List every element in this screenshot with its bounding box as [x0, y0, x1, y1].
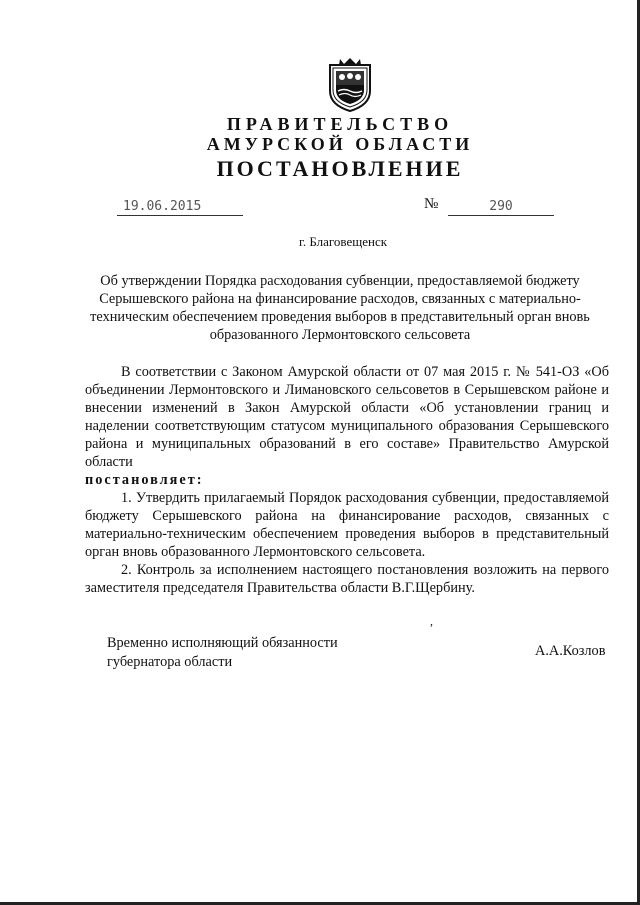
org-name-line2: АМУРСКОЙ ОБЛАСТИ [206, 134, 474, 154]
document-type: ПОСТАНОВЛЕНИЕ [216, 156, 464, 181]
signatory-position-line2: губернатора области [107, 654, 233, 670]
item-1-paragraph: 1. Утвердить прилагаемый Порядок расходования субвенции, предоставляемой бюджету Серышевского района на финансирование расходов, связанных с материально-техническим обеспечением проведения выборов в представительный орган вновь образованного Лермонтовского сельсовета. [85, 490, 609, 560]
document-body [85, 363, 609, 597]
org-name-line1: ПРАВИТЕЛЬСТВО [226, 114, 454, 134]
coat-of-arms-icon [326, 55, 374, 113]
signatory-position-line1: Временно исполняющий обязанности [107, 635, 338, 651]
preamble-paragraph: В соответствии с Законом Амурской области от 07 мая 2015 г. № 541-ОЗ «Об объединении Лермонтовского и Лимановского сельсоветов в Серышевском районе и внесении изменений в Закон Амурской области «Об установлении границ и наделении соответствующим статусом муниципального образования Серышевского района и муниципальных образований в его составе» Правительство Амурской области [85, 364, 609, 470]
document-number: 290 [448, 199, 554, 216]
document-date: 19.06.2015 [117, 199, 243, 216]
signatory-position [107, 634, 338, 672]
city: г. Благовещенск [298, 234, 388, 249]
signatory-name: А.А.Козлов [535, 643, 606, 659]
stray-mark: , [430, 614, 433, 628]
number-sign: № [424, 196, 439, 212]
item-2-paragraph: 2. Контроль за исполнением настоящего постановления возложить на первого заместителя председателя Правительства области В.Г.Щербину. [85, 562, 609, 596]
decree-word: постановляет: [85, 472, 204, 488]
document-title: Об утверждении Порядка расходования субвенции, предоставляемой бюджету Серышевского района на финансирование расходов, связанных с материально-техническим обеспечением проведения выборов в представительный орган вновь образованного Лермонтовского сельсовета [90, 273, 590, 343]
